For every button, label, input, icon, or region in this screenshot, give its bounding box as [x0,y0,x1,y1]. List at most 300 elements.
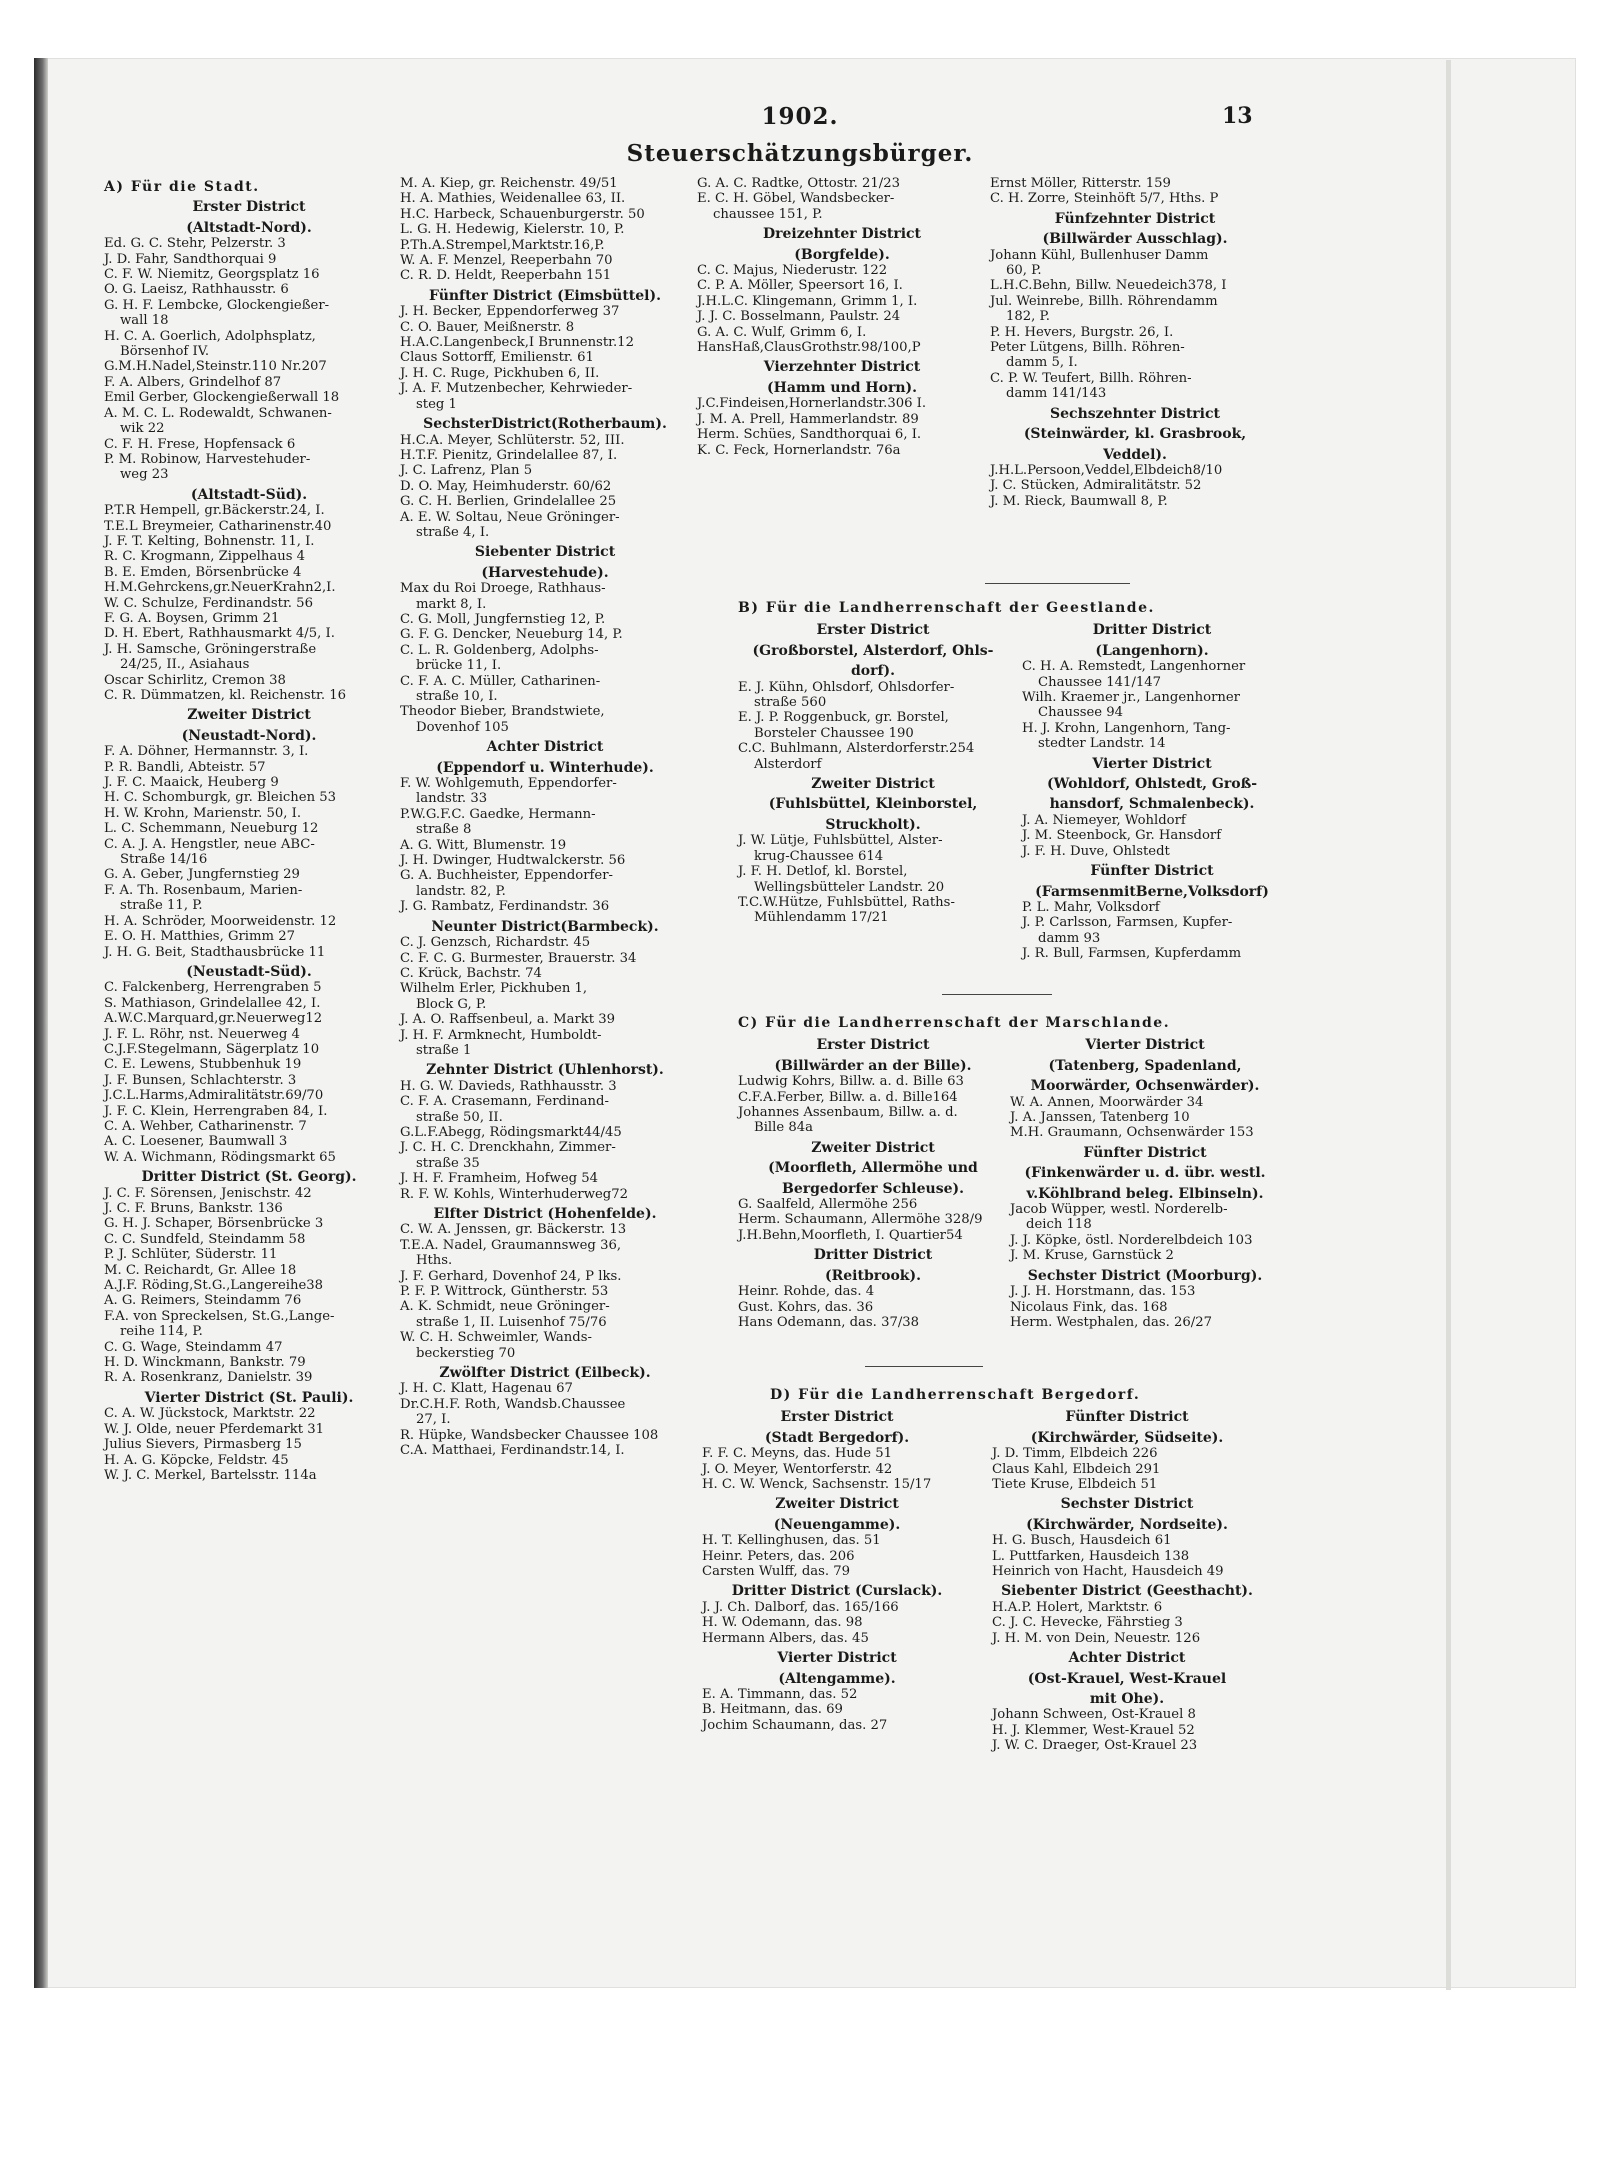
list-item: T.E.L Breymeier, Catharinenstr.40 [104,518,332,534]
list-item: H. W. Krohn, Marienstr. 50, I. [104,805,302,821]
list-item: C. A. Wehber, Catharinenstr. 7 [104,1118,307,1134]
entry-continuation: krug-Chaussee 614 [754,848,884,864]
list-item: H. G. Busch, Hausdeich 61 [992,1533,1172,1549]
list-item: J. J. Ch. Dalborf, das. 165/166 [702,1599,899,1615]
list-item: Hermann Albers, das. 45 [702,1630,869,1646]
section-left-column [738,618,1008,925]
list-item: J. H. C. Ruge, Pickhuben 6, II. [400,365,600,381]
list-item: P.W.G.F.C. Gaedke, Hermann- [400,806,596,822]
district-heading: SechsterDistrict(Rotherbaum). [423,416,667,433]
district-heading: (Hamm und Horn). [766,379,918,396]
list-item: Theodor Bieber, Brandstwiete, [400,704,605,720]
list-item: W. A. Wichmann, Rödingsmarkt 65 [104,1149,336,1165]
list-item: G. C. H. Berlien, Grindelallee 25 [400,494,617,510]
list-item: P. R. Bandli, Abteistr. 57 [104,759,266,775]
list-item: H.T.F. Pienitz, Grindelallee 87, I. [400,447,618,463]
list-item: F.A. von Spreckelsen, St.G.,Lange- [104,1308,335,1324]
list-item: C. G. Moll, Jungfernstieg 12, P. [400,611,606,627]
list-item: J. H. Dwinger, Hudtwalckerstr. 56 [400,853,626,869]
entry-continuation: Chaussee 141/147 [1038,674,1162,690]
list-item: P. F. P. Wittrock, Güntherstr. 53 [400,1284,609,1300]
list-item: Wilhelm Erler, Pickhuben 1, [400,981,588,997]
list-item: H.A.P. Holert, Marktstr. 6 [992,1599,1163,1615]
list-item: C.J.F.Stegelmann, Sägerplatz 10 [104,1041,320,1057]
section-bergedorf [702,1384,1270,1754]
list-item: M. A. Kiep, gr. Reichenstr. 49/51 [400,176,618,191]
entry-continuation: markt 8, I. [416,596,487,612]
list-item: J. J. H. Horstmann, das. 153 [1010,1284,1196,1300]
list-item: J. H. Becker, Eppendorferweg 37 [400,304,620,320]
list-item: Heinr. Rohde, das. 4 [738,1284,875,1300]
list-item: H. J. Klemmer, West-Krauel 52 [992,1722,1195,1738]
list-item: L. Puttfarken, Hausdeich 138 [992,1548,1190,1564]
list-item: W. C. H. Schweimler, Wands- [400,1330,592,1346]
entry-continuation: Dovenhof 105 [416,719,509,735]
list-item: C.A. Matthaei, Ferdinandstr.14, I. [400,1443,625,1459]
district-heading: (Finkenwärder u. d. übr. westl. [1024,1165,1266,1182]
district-heading: Dritter District [813,1247,933,1264]
district-heading: (Wohldorf, Ohlstedt, Groß- [1046,776,1258,793]
list-item: J. C. Lafrenz, Plan 5 [400,463,533,479]
district-heading: (Fuhlsbüttel, Kleinborstel, [768,796,978,813]
list-item: R. A. Rosenkranz, Danielstr. 39 [104,1370,313,1386]
list-item: H. T. Kellinghusen, das. 51 [702,1533,881,1549]
entry-continuation: Straße 14/16 [120,852,208,868]
list-item: G. A. C. Radtke, Ottostr. 21/23 [697,176,901,191]
list-item: M. C. Reichardt, Gr. Allee 18 [104,1262,297,1278]
entry-continuation: 27, I. [416,1412,451,1428]
list-item: J. A. Niemeyer, Wohldorf [1022,812,1186,828]
list-item: Johann Schween, Ost-Krauel 8 [992,1707,1196,1723]
district-heading: (Tatenberg, Spadenland, [1048,1057,1242,1074]
section-title: C) Für die Landherrenschaft der Marschlande. [738,1015,1171,1031]
list-item: G. F. G. Dencker, Neueburg 14, P. [400,627,623,643]
list-item: H. A. Schröder, Moorweidenstr. 12 [104,913,337,929]
list-item: H.C. Harbeck, Schauenburgerstr. 50 [400,206,645,222]
list-item: J. J. Köpke, östl. Norderelbdeich 103 [1010,1232,1253,1248]
list-item: L.H.C.Behn, Billw. Neuedeich378, I [990,278,1227,294]
district-heading: v.Köhlbrand beleg. Elbinseln). [1026,1185,1264,1202]
list-item: R. F. W. Kohls, Winterhuderweg72 [400,1186,629,1202]
list-item: P. H. Hevers, Burgstr. 26, I. [990,324,1174,340]
section-right-column [1010,1033,1280,1330]
district-heading: (Ost-Krauel, West-Krauel [1027,1670,1227,1687]
entry-continuation: straße 50, II. [416,1109,503,1125]
list-item: A.J.F. Röding,St.G.,Langereihe38 [104,1278,324,1294]
list-item: C.C. Buhlmann, Alsterdorferstr.254 [738,741,975,757]
district-heading: hansdorf, Schmalenbeck). [1049,796,1255,813]
district-heading: Sechster District (Moorburg). [1027,1267,1263,1284]
entry-continuation: 24/25, II., Asiahaus [120,657,250,673]
entry-continuation: Börsenhof IV. [120,344,210,360]
entry-continuation: straße 1 [416,1042,472,1058]
list-item: E. A. Timmann, das. 52 [702,1686,858,1702]
list-item: T.E.A. Nadel, Graumannsweg 36, [400,1237,622,1253]
list-item: H. C. Schomburgk, gr. Bleichen 53 [104,790,337,806]
district-heading: Erster District [816,622,930,639]
list-item: C. Falckenberg, Herrengraben 5 [104,980,322,996]
list-item: Jul. Weinrebe, Billh. Röhrendamm [990,293,1218,309]
list-item: Gust. Kohrs, das. 36 [738,1299,874,1315]
list-item: P.T.R Hempell, gr.Bäckerstr.24, I. [104,503,325,519]
list-item: G.L.F.Abegg, Rödingsmarkt44/45 [400,1124,622,1140]
list-item: J. F. H. Detlof, kl. Borstel, [738,864,908,880]
section-title: B) Für die Landherrenschaft der Geestlande. [738,600,1155,616]
entry-continuation: deich 118 [1026,1217,1092,1233]
list-item: J. D. Fahr, Sandthorquai 9 [104,251,277,267]
list-item: Claus Kahl, Elbdeich 291 [992,1461,1161,1477]
list-item: W. J. Olde, neuer Pferdemarkt 31 [104,1421,325,1437]
list-item: J. O. Meyer, Wentorferstr. 42 [702,1461,893,1477]
entry-continuation: Alsterdorf [754,756,822,772]
entry-continuation: reihe 114, P. [120,1324,203,1340]
list-item: H. J. Krohn, Langenhorn, Tang- [1022,720,1231,736]
list-item: G. A. C. Wulf, Grimm 6, I. [697,324,867,340]
list-item: S. Mathiason, Grindelallee 42, I. [104,995,321,1011]
list-item: G. H. J. Schaper, Börsenbrücke 3 [104,1216,324,1232]
list-item: M.H. Graumann, Ochsenwärder 153 [1010,1125,1254,1141]
entry-continuation: straße 560 [754,695,827,711]
section-right-column [1022,618,1282,961]
entry-continuation: straße 35 [416,1155,480,1171]
list-item: C. F. A. C. Müller, Catharinen- [400,673,601,689]
list-item: J.H.Behn,Moorfleth, I. Quartier54 [738,1227,963,1243]
list-item: P. M. Robinow, Harvestehuder- [104,451,311,467]
entry-continuation: landstr. 82, P. [416,883,506,899]
district-heading: Bergedorfer Schleuse). [782,1180,964,1197]
district-heading: Dritter District (Curslack). [731,1583,943,1600]
section-divider [942,994,1052,995]
entry-continuation: 182, P. [1006,309,1050,325]
list-item: C. R. D. Heldt, Reeperbahn 151 [400,268,612,284]
district-heading: Zweiter District [775,1496,899,1513]
list-item: Ernst Möller, Ritterstr. 159 [990,176,1171,191]
list-item: W. J. C. Merkel, Bartelsstr. 114a [104,1467,317,1483]
district-heading: Vierzehnter District [763,359,921,376]
district-heading: Dritter District (St. Georg). [141,1169,357,1186]
list-item: C. F. W. Niemitz, Georgsplatz 16 [104,267,320,283]
list-item: J. F. C. Klein, Herrengraben 84, I. [104,1103,328,1119]
list-item: J. C. F. Bruns, Bankstr. 136 [104,1201,283,1216]
list-item: H. C. W. Wenck, Sachsenstr. 15/17 [702,1477,932,1493]
section-title: A) Für die Stadt. [104,179,260,195]
list-item: F. G. A. Boysen, Grimm 21 [104,610,280,626]
list-item: J. C. F. Sörensen, Jenischstr. 42 [104,1185,312,1201]
district-heading: Neunter District(Barmbeck). [431,918,659,935]
column-3 [697,176,987,458]
list-item: J. M. Rieck, Baumwall 8, P. [990,493,1168,509]
district-heading: (Altstadt-Süd). [190,486,308,503]
district-heading: (FarmsenmitBerne,Volksdorf) [1035,883,1269,900]
district-heading: (Altstadt-Nord). [186,219,312,236]
list-item: J. P. Carlsson, Farmsen, Kupfer- [1022,915,1233,931]
district-heading: Sechster District [1060,1496,1194,1513]
district-heading: (Neuengamme). [773,1516,901,1533]
list-item: P. J. Schlüter, Süderstr. 11 [104,1247,278,1263]
list-item: J.H.L.C. Klingemann, Grimm 1, I. [697,293,918,309]
list-item: Claus Sottorff, Emilienstr. 61 [400,350,594,366]
entry-continuation: chaussee 151, P. [713,206,823,222]
list-item: J. G. Rambatz, Ferdinandstr. 36 [400,899,610,915]
list-item: H. A. G. Köpcke, Feldstr. 45 [104,1452,289,1468]
district-heading: Elfter District (Hohenfelde). [433,1206,657,1222]
district-heading: Struckholt). [825,816,921,833]
district-heading: Erster District [816,1037,930,1054]
list-item: H.A.C.Langenbeck,I Brunnenstr.12 [400,335,634,351]
section-left-column [738,1033,1008,1330]
district-heading: Moorwärder, Ochsenwärder). [1030,1078,1260,1095]
list-item: A. E. W. Soltau, Neue Gröninger- [400,509,620,525]
list-item: Emil Gerber, Glockengießerwall 18 [104,390,340,406]
list-item: C. J. C. Hevecke, Fährstieg 3 [992,1615,1183,1631]
entry-continuation: wall 18 [120,313,169,329]
section-geestlande [738,597,1278,962]
list-item: C. W. A. Jenssen, gr. Bäckerstr. 13 [400,1222,627,1238]
entry-continuation: beckerstieg 70 [416,1345,516,1361]
section-right-column [992,1405,1262,1753]
list-item: Heinr. Peters, das. 206 [702,1548,855,1564]
list-item: E. C. H. Göbel, Wandsbecker- [697,191,895,207]
district-heading: dorf). [850,663,896,680]
list-item: A. G. Reimers, Steindamm 76 [104,1293,302,1309]
district-heading: Zehnter District (Uhlenhorst). [426,1062,664,1079]
list-item: C. L. R. Goldenberg, Adolphs- [400,642,599,658]
list-item: B. Heitmann, das. 69 [702,1702,843,1718]
list-item: Nicolaus Fink, das. 168 [1010,1299,1168,1315]
entry-continuation: landstr. 33 [416,791,488,807]
district-heading: Fünfter District [1083,1144,1207,1161]
district-heading: Zweiter District [811,776,935,793]
list-item: G.M.H.Nadel,Steinstr.110 Nr.207 [104,359,327,375]
list-item: Heinrich von Hacht, Hausdeich 49 [992,1564,1224,1580]
district-heading: Dreizehnter District [762,226,922,243]
list-item: E. J. P. Roggenbuck, gr. Borstel, [738,710,949,726]
district-heading: (Langenhorn). [1095,642,1209,659]
list-item: C. H. A. Remstedt, Langenhorner [1022,659,1246,675]
list-item: C. C. Sundfeld, Steindamm 58 [104,1231,306,1247]
list-item: B. E. Emden, Börsenbrücke 4 [104,564,302,580]
list-item: J. C. Stücken, Admiralitätstr. 52 [990,478,1202,494]
district-heading: (Borgfelde). [794,246,890,263]
district-heading: (Neustadt-Nord). [181,727,317,744]
list-item: J. J. C. Bosselmann, Paulstr. 24 [697,309,901,325]
list-item: L. C. Schemmann, Neueburg 12 [104,821,319,837]
list-item: A. M. C. L. Rodewaldt, Schwanen- [104,405,332,421]
list-item: J. H. C. Klatt, Hagenau 67 [400,1381,573,1397]
district-heading: Vierter District [1092,755,1212,772]
list-item: Dr.C.H.F. Roth, Wandsb.Chaussee [400,1396,626,1412]
district-heading: Dritter District [1092,622,1212,639]
list-item: E. O. H. Matthies, Grimm 27 [104,929,295,945]
list-item: R. Hüpke, Wandsbecker Chaussee 108 [400,1427,659,1443]
list-item: J. A. Janssen, Tatenberg 10 [1010,1110,1190,1126]
list-item: G. A. Buchheister, Eppendorfer- [400,868,613,884]
list-item: G. A. Geber, Jungfernstieg 29 [104,867,300,883]
district-heading: Fünfzehnter District [1054,210,1216,227]
entry-continuation: Hths. [416,1253,453,1269]
entry-continuation: wik 22 [120,421,165,437]
list-item: Oscar Schirlitz, Cremon 38 [104,672,286,688]
district-heading: Vierter District (St. Pauli). [144,1389,354,1406]
district-heading: Sechszehnter District [1050,405,1220,422]
district-heading: (Moorfleth, Allermöhe und [768,1160,978,1177]
district-heading: Fünfter District (Eimsbüttel). [429,287,661,304]
list-item: Ludwig Kohrs, Billw. a. d. Bille 63 [738,1074,964,1090]
list-item: H. W. Odemann, das. 98 [702,1615,863,1631]
list-item: Herm. Schaumann, Allermöhe 328/9 [738,1212,983,1228]
list-item: HansHaß,ClausGrothstr.98/100,P [697,340,921,356]
list-item: E. J. Kühn, Ohlsdorf, Ohlsdorfer- [738,679,955,695]
entry-continuation: straße 10, I. [416,689,498,704]
district-heading: Veddel). [1103,446,1167,463]
district-heading: (Kirchwärder, Nordseite). [1026,1516,1228,1533]
entry-continuation: Block G, P. [416,996,487,1012]
list-item: F. A. Albers, Grindelhof 87 [104,374,282,390]
list-item: Peter Lütgens, Billh. Röhren- [990,340,1185,356]
list-item: K. C. Feck, Hornerlandstr. 76a [697,442,901,458]
section-marschlande [738,1012,1278,1330]
list-item: Hans Odemann, das. 37/38 [738,1314,920,1330]
list-item: H. D. Winckmann, Bankstr. 79 [104,1355,306,1371]
list-item: C. H. Zorre, Steinhöft 5/7, Hths. P [990,191,1219,207]
section-divider [985,583,1130,584]
list-item: C. F. H. Frese, Hopfensack 6 [104,436,296,452]
list-item: J. A. F. Mutzenbecher, Kehrwieder- [400,381,633,397]
entry-continuation: brücke 11, I. [416,658,502,674]
district-heading: (Billwärder Ausschlag). [1042,231,1228,248]
district-heading: (Neustadt-Süd). [186,963,312,980]
list-item: G. H. F. Lembcke, Glockengießer- [104,297,330,313]
page-number: 13 [1222,103,1253,129]
list-item: D. O. May, Heimhuderstr. 60/62 [400,478,612,494]
list-item: J. H. F. Framheim, Hofweg 54 [400,1171,599,1187]
list-item: J. H. F. Armknecht, Humboldt- [400,1027,602,1043]
list-item: J. A. O. Raffsenbeul, a. Markt 39 [400,1012,616,1028]
list-item: P.Th.A.Strempel,Marktstr.16,P. [400,237,605,253]
list-item: C. F. C. G. Burmester, Brauerstr. 34 [400,950,637,966]
district-heading: Zweiter District [187,707,311,724]
list-item: A. C. Loesener, Baumwall 3 [104,1134,288,1150]
list-item: G. Saalfeld, Allermöhe 256 [738,1197,918,1213]
list-item: J. W. C. Draeger, Ost-Krauel 23 [992,1738,1198,1754]
list-item: H. A. Mathies, Weidenallee 63, II. [400,191,626,207]
district-heading: (Eppendorf u. Winterhude). [436,759,654,776]
list-item: J. H. Samsche, Gröningerstraße [104,641,317,657]
page-year: 1902. [761,103,839,130]
entry-continuation: damm 93 [1038,930,1101,946]
list-item: L. G. H. Hedewig, Kielerstr. 10, P. [400,222,625,238]
district-heading: mit Ohe). [1089,1690,1165,1707]
list-item: W. A. F. Menzel, Reeperbahn 70 [400,253,613,269]
list-item: J. C. H. C. Drenckhahn, Zimmer- [400,1140,616,1156]
entry-continuation: damm 141/143 [1006,386,1107,402]
list-item: R. C. Krogmann, Zippelhaus 4 [104,549,306,565]
entry-continuation: weg 23 [120,467,169,483]
entry-continuation: Borsteler Chaussee 190 [754,725,914,741]
district-heading: (Harvestehude). [481,564,609,581]
list-item: Ed. G. C. Stehr, Pelzerstr. 3 [104,236,286,252]
list-item: C. A. W. Jückstock, Marktstr. 22 [104,1406,316,1422]
list-item: F. A. Döhner, Hermannstr. 3, I. [104,744,309,760]
section-title: D) Für die Landherrenschaft Bergedorf. [770,1387,1141,1403]
list-item: J. F. T. Kelting, Bohnenstr. 11, I. [104,533,315,549]
entry-continuation: Wellingsbütteler Landstr. 20 [754,879,945,895]
list-item: J.C.Findeisen,Hornerlandstr.306 I. [697,396,927,412]
district-heading: Fünfter District [1090,863,1214,880]
entry-continuation: stedter Landstr. 14 [1038,736,1166,752]
list-item: Herm. Schües, Sandthorquai 6, I. [697,427,922,443]
list-item: C. A. J. A. Hengstler, neue ABC- [104,836,315,852]
district-heading: (Kirchwärder, Südseite). [1030,1429,1224,1446]
section-left-column [702,1405,972,1733]
list-item: J. W. Lütje, Fuhlsbüttel, Alster- [738,833,943,849]
list-item: Johann Kühl, Bullenhuser Damm [990,247,1209,263]
list-item: C. F. A. Crasemann, Ferdinand- [400,1094,609,1110]
list-item: C. J. Genzsch, Richardstr. 45 [400,935,591,951]
list-item: C. O. Bauer, Meißnerstr. 8 [400,319,575,335]
list-item: Jacob Wüpper, westl. Norderelb- [1010,1202,1228,1218]
entry-continuation: Chaussee 94 [1038,705,1124,721]
column-1 [104,176,394,1483]
list-item: J. H. M. von Dein, Neuestr. 126 [992,1630,1201,1646]
list-item: Herm. Westphalen, das. 26/27 [1010,1314,1213,1330]
page-edge [1446,60,1451,1990]
district-heading: Zweiter District [811,1139,935,1156]
list-item: P. L. Mahr, Volksdorf [1022,899,1160,915]
list-item: F. A. Th. Rosenbaum, Marien- [104,882,303,898]
entry-continuation: 60, P. [1006,263,1042,279]
district-heading: (Billwärder an der Bille). [774,1057,972,1074]
district-heading: Vierter District [1085,1037,1205,1054]
list-item: J. F. Bunsen, Schlachterstr. 3 [104,1072,297,1088]
list-item: J. M. A. Prell, Hammerlandstr. 89 [697,411,919,427]
district-heading: Siebenter District (Geesthacht). [1001,1583,1253,1600]
entry-continuation: Mühlendamm 17/21 [754,910,889,926]
district-heading: Siebenter District [474,544,616,561]
list-item: J. F. C. Maaick, Heuberg 9 [104,775,279,791]
list-item: H.M.Gehrckens,gr.NeuerKrahn2,I. [104,580,336,596]
district-heading: (Reitbrook). [825,1267,921,1284]
list-item: C. C. Majus, Niederustr. 122 [697,263,888,279]
list-item: C. E. Lewens, Stubbenhuk 19 [104,1057,302,1073]
list-item: D. H. Ebert, Rathhausmarkt 4/5, I. [104,626,335,642]
district-heading: (Altengamme). [778,1670,896,1687]
district-heading: Zwölfter District (Eilbeck). [439,1365,651,1382]
list-item: O. G. Laeisz, Rathhausstr. 6 [104,282,289,298]
entry-continuation: straße 11, P. [120,898,203,914]
list-item: A. K. Schmidt, neue Gröninger- [400,1299,610,1315]
list-item: C. P. A. Möller, Speersort 16, I. [697,278,903,294]
entry-continuation: straße 1, II. Luisenhof 75/76 [416,1314,607,1330]
list-item: J.H.L.Persoon,Veddel,Elbdeich8/10 [990,462,1223,478]
list-item: J.C.L.Harms,Admiralitätstr.69/70 [104,1088,324,1104]
list-item: Jochim Schaumann, das. 27 [702,1717,888,1733]
district-heading: Erster District [780,1409,894,1426]
district-heading: Erster District [192,199,306,216]
district-heading: (Stadt Bergedorf). [764,1429,910,1446]
list-item: J. F. H. Duve, Ohlstedt [1022,843,1170,859]
list-item: Tiete Kruse, Elbdeich 51 [992,1477,1158,1493]
list-item: H.C.A. Meyer, Schlüterstr. 52, III. [400,432,625,448]
district-heading: Vierter District [777,1650,897,1667]
entry-continuation: straße 8 [416,822,472,838]
list-item: Johannes Assenbaum, Billw. a. d. [738,1105,958,1121]
list-item: Julius Sievers, Pirmasberg 15 [104,1437,302,1453]
book-spine-shadow [34,58,48,1988]
entry-continuation: straße 4, I. [416,524,490,540]
page-title: Steuerschätzungsbürger. [626,140,974,167]
list-item: H. G. W. Davieds, Rathhausstr. 3 [400,1078,617,1094]
